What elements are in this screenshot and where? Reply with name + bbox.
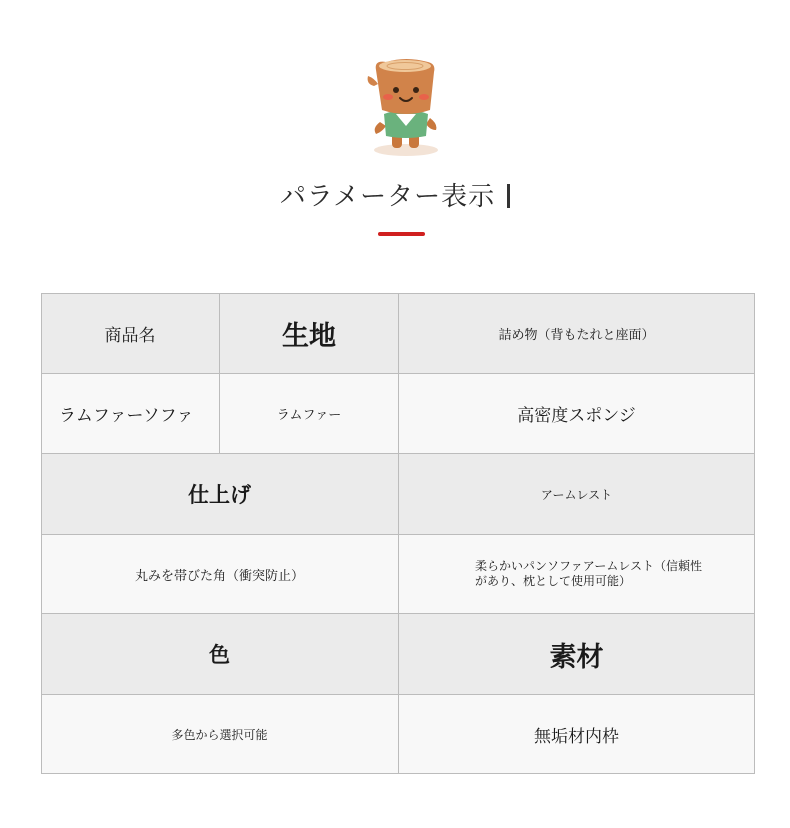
section-title-text: パラメーター表示 bbox=[279, 182, 496, 212]
section-title bbox=[0, 176, 790, 213]
table-cell-material-label bbox=[399, 614, 755, 695]
cell-text: 高密度スポンジ bbox=[517, 406, 636, 426]
table-cell-filling-label bbox=[399, 293, 755, 374]
cell-text: ラムファーソファ bbox=[59, 406, 194, 426]
cell-text: 仕上げ bbox=[188, 483, 251, 507]
cell-text: ラムファー bbox=[276, 408, 342, 423]
table-cell-product-name-value bbox=[41, 374, 220, 454]
table-cell-fabric-value bbox=[220, 374, 399, 454]
tree-stump-mascot-illustration bbox=[364, 56, 448, 158]
cell-text: 無垢材内枠 bbox=[534, 726, 619, 747]
title-underline-accent bbox=[378, 232, 425, 236]
table-cell-product-name-label bbox=[41, 293, 220, 374]
cell-text: 多色から選択可能 bbox=[171, 727, 268, 742]
cell-text: 丸みを帯びた角（衝突防止） bbox=[134, 568, 304, 584]
table-cell-color-value bbox=[41, 695, 399, 774]
cell-text: アームレスト bbox=[540, 487, 613, 502]
table-cell-finish-value bbox=[41, 535, 399, 614]
title-bar-mark bbox=[507, 184, 510, 208]
cell-text: 詰め物（背もたれと座面） bbox=[498, 327, 655, 343]
table-cell-color-label bbox=[41, 614, 399, 695]
table-cell-armrest-value bbox=[399, 535, 755, 614]
cell-text: 生地 bbox=[282, 320, 336, 352]
cell-text: 色 bbox=[209, 643, 230, 667]
cell-text: 商品名 bbox=[104, 325, 156, 346]
table-cell-filling-value bbox=[399, 374, 755, 454]
table-cell-fabric-label bbox=[220, 293, 399, 374]
table-cell-finish-label bbox=[41, 454, 399, 535]
cell-text: 柔らかいパンソファアームレスト（信頼性があり、枕として使用可能） bbox=[475, 559, 703, 588]
table-cell-material-value bbox=[399, 695, 755, 774]
cell-text: 素材 bbox=[549, 641, 604, 673]
table-cell-armrest-label bbox=[399, 454, 755, 535]
